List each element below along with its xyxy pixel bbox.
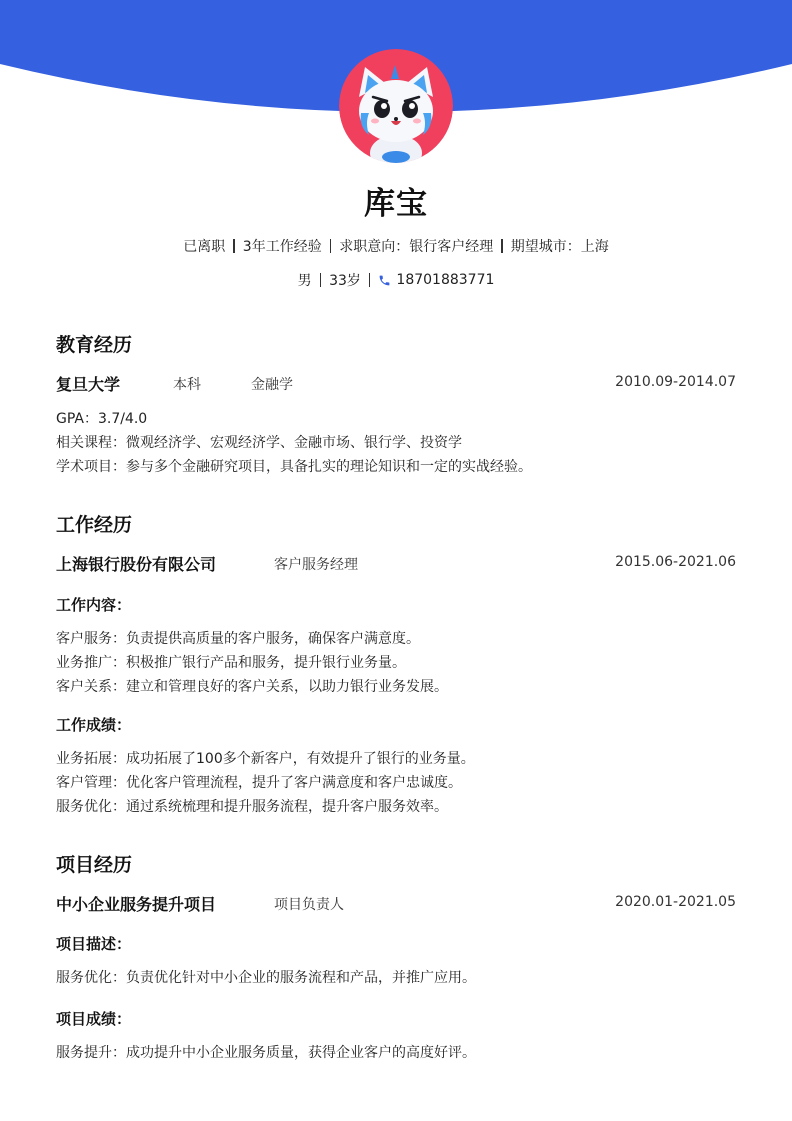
avatar xyxy=(339,49,453,163)
phone-number: 18701883771 xyxy=(396,272,495,288)
degree: 本科 xyxy=(173,377,201,393)
work-result-item: 服务优化：通过系统梳理和提升服务流程，提升客户服务效率。 xyxy=(56,799,448,815)
project-results-title: 项目成绩： xyxy=(56,1010,132,1028)
expected-city: 期望城市：上海 xyxy=(510,239,609,255)
cat-mascot-icon xyxy=(339,49,453,163)
project-results-list xyxy=(56,1041,736,1065)
divider xyxy=(501,239,503,253)
work-experience: 3年工作经验 xyxy=(242,239,322,255)
work-section-title: 工作经历 xyxy=(56,514,133,536)
project-date: 2020.01-2021.05 xyxy=(615,894,736,910)
project-section-title: 项目经历 xyxy=(56,854,133,876)
project-entry xyxy=(56,892,736,916)
project-desc-list xyxy=(56,966,736,990)
employment-status: 已离职 xyxy=(183,239,226,255)
education-gpa: GPA：3.7/4.0 xyxy=(56,411,148,427)
project-desc-title: 项目描述： xyxy=(56,935,132,953)
work-result-item: 客户管理：优化客户管理流程，提升了客户满意度和客户忠诚度。 xyxy=(56,775,462,791)
school-name: 复旦大学 xyxy=(56,375,121,394)
work-results-title: 工作成绩： xyxy=(56,716,132,734)
phone-icon xyxy=(378,274,391,287)
work-results-list xyxy=(56,747,736,819)
major: 金融学 xyxy=(251,377,293,393)
education-projects: 学术项目：参与多个金融研究项目，具备扎实的理论知识和一定的实战经验。 xyxy=(56,459,532,475)
work-content-item: 客户服务：负责提供高质量的客户服务，确保客户满意度。 xyxy=(56,631,420,647)
divider xyxy=(369,273,371,287)
company-name: 上海银行股份有限公司 xyxy=(56,555,217,574)
education-section-title: 教育经历 xyxy=(56,334,133,356)
info-line-primary xyxy=(0,236,792,256)
education-details xyxy=(56,407,736,479)
candidate-name: 库宝 xyxy=(364,186,428,222)
work-date: 2015.06-2021.06 xyxy=(615,554,736,570)
project-role: 项目负责人 xyxy=(274,897,344,913)
project-desc-item: 服务优化：负责优化针对中小企业的服务流程和产品，并推广应用。 xyxy=(56,970,476,986)
work-content-list xyxy=(56,627,736,699)
info-line-secondary xyxy=(0,270,792,290)
divider xyxy=(233,239,235,253)
education-entry xyxy=(56,372,736,396)
gender: 男 xyxy=(297,273,312,289)
project-result-item: 服务提升：成功提升中小企业服务质量，获得企业客户的高度好评。 xyxy=(56,1045,476,1061)
phone xyxy=(378,272,494,288)
education-courses: 相关课程：微观经济学、宏观经济学、金融市场、银行学、投资学 xyxy=(56,435,462,451)
work-content-item: 客户关系：建立和管理良好的客户关系，以助力银行业务发展。 xyxy=(56,679,448,695)
work-content-title: 工作内容： xyxy=(56,596,132,614)
age: 33岁 xyxy=(329,273,361,289)
work-entry xyxy=(56,552,736,576)
project-name: 中小企业服务提升项目 xyxy=(56,895,217,914)
job-intent: 求职意向：银行客户经理 xyxy=(339,239,494,255)
divider xyxy=(320,273,322,287)
work-result-item: 业务拓展：成功拓展了100多个新客户，有效提升了银行的业务量。 xyxy=(56,751,475,767)
job-position: 客户服务经理 xyxy=(274,557,358,573)
education-date: 2010.09-2014.07 xyxy=(615,374,736,390)
divider xyxy=(330,239,332,253)
work-content-item: 业务推广：积极推广银行产品和服务，提升银行业务量。 xyxy=(56,655,406,671)
